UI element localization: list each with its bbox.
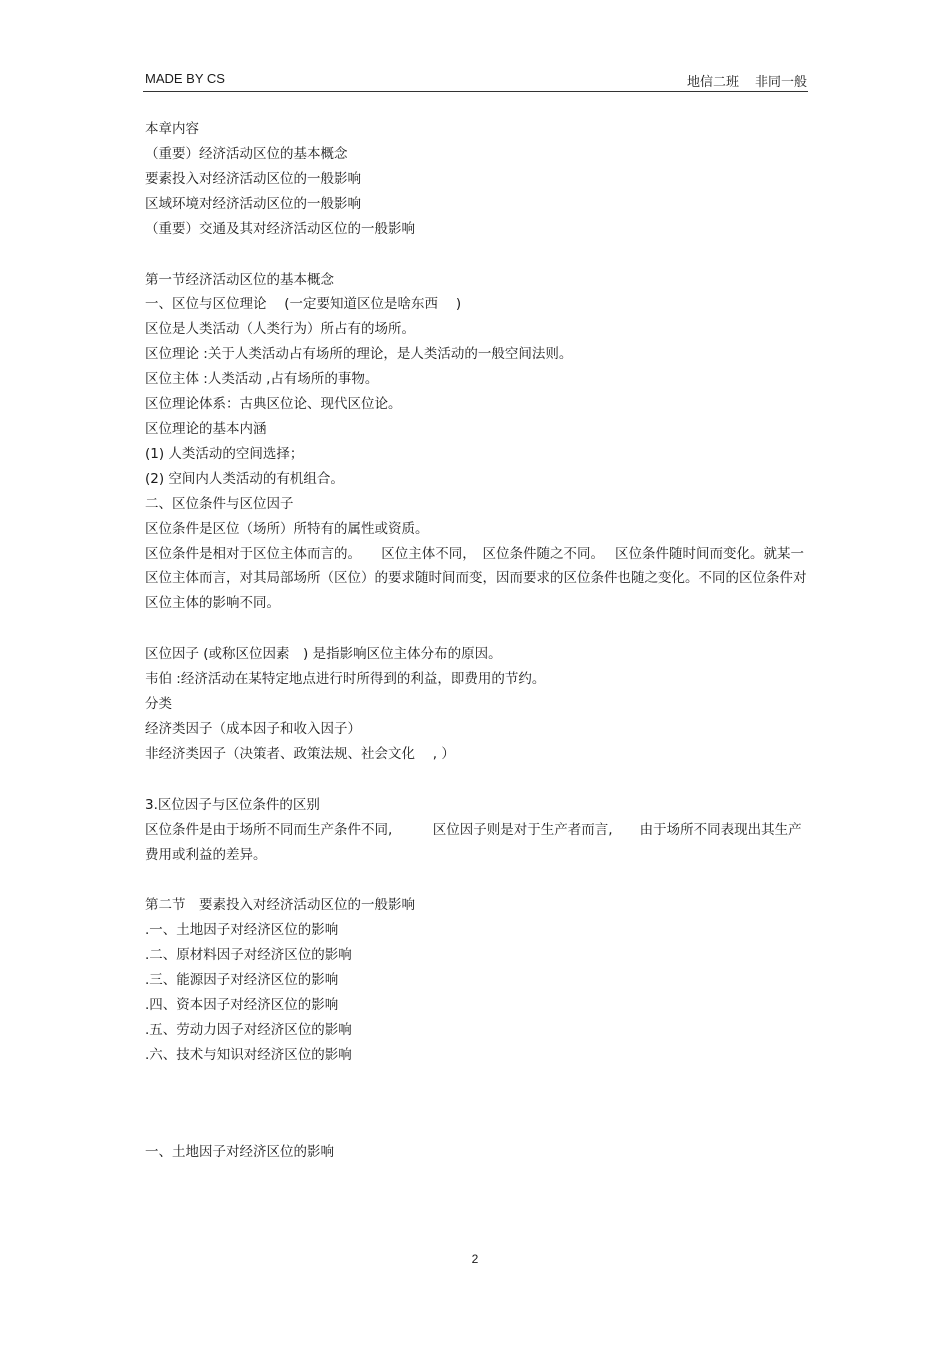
section2-item: .五、劳动力因子对经济区位的影响 <box>145 1022 352 1038</box>
section1-sub1-title: 一、区位与区位理论 (一定要知道区位是啥东西 ) <box>145 296 462 313</box>
contents-heading: 本章内容 <box>145 121 199 137</box>
section2-item: .六、技术与知识对经济区位的影响 <box>145 1046 352 1063</box>
section1-sub2-paragraph: 区位条件是相对于区位主体而言的。 区位主体不同， 区位条件随之不同。 区位条件随时间而变化。就某一区位主体而言，对其局部场所（区位）的要求随时间而变，因而要求的区位条件也随之变化。不同的区位条件对区位主体的影响不同。 <box>145 545 807 612</box>
section1-line: (2) 空间内人类活动的有机组合。 <box>145 470 344 487</box>
contents-item: （重要）经济活动区位的基本概念 <box>145 145 348 162</box>
header-class-motto <box>687 71 807 90</box>
section1-line: (1) 人类活动的空间选择； <box>145 445 304 462</box>
section1-sub2-title: 二、区位条件与区位因子 <box>145 495 294 512</box>
section1-line: 区位理论的基本内涵 <box>145 420 267 437</box>
spacer <box>145 867 810 893</box>
section1-line: 区位是人类活动（人类行为）所占有的场所。 <box>145 321 415 338</box>
section2-subheading: 一、土地因子对经济区位的影响 <box>145 1143 334 1160</box>
header-author: MADE BY CS <box>145 71 225 86</box>
factor-line: 非经济类因子（决策者、政策法规、社会文化 , ） <box>145 745 455 762</box>
header-class: 地信二班 <box>686 74 739 89</box>
contents-item: 区域环境对经济活动区位的一般影响 <box>145 195 361 212</box>
section2-item: .一、土地因子对经济区位的影响 <box>145 922 339 939</box>
factor-line: 经济类因子（成本因子和收入因子） <box>145 720 361 737</box>
section2-item: .二、原材料因子对经济区位的影响 <box>145 947 352 964</box>
contents-item: 要素投入对经济活动区位的一般影响 <box>145 170 361 187</box>
spacer <box>145 1068 810 1140</box>
section1-line: 区位主体 :人类活动 ,占有场所的事物。 <box>145 371 379 388</box>
factor-line: 区位因子 (或称区位因素 ) 是指影响区位主体分布的原因。 <box>145 646 502 663</box>
spacer <box>145 616 810 642</box>
factor-line: 韦伯 :经济活动在某特定地点进行时所得到的利益，即费用的节约。 <box>145 671 546 688</box>
factor-line: 分类 <box>145 696 172 713</box>
spacer <box>145 767 810 793</box>
section2-item: .四、资本因子对经济区位的影响 <box>145 997 339 1014</box>
section2-title: 第二节 要素投入对经济活动区位的一般影响 <box>145 897 415 914</box>
contents-item: （重要）交通及其对经济活动区位的一般影响 <box>145 220 415 237</box>
section1-line: 区位理论 :关于人类活动占有场所的理论，是人类活动的一般空间法则。 <box>145 346 573 363</box>
section1-sub2-line: 区位条件是区位（场所）所特有的属性或资质。 <box>145 520 429 537</box>
header-motto: 非同一般 <box>754 74 807 89</box>
spacer <box>145 242 810 268</box>
section1-title: 第一节经济活动区位的基本概念 <box>145 271 334 288</box>
header-rule <box>143 91 808 92</box>
section1-sub3-title: 3.区位因子与区位条件的区别 <box>145 796 320 813</box>
document-body <box>145 117 810 1165</box>
section1-sub3-paragraph: 区位条件是由于场所不同而生产条件不同, 区位因子则是对于生产者而言, 由于场所不同表现出其生产费用或利益的差异。 <box>145 821 802 863</box>
section1-line: 区位理论体系：古典区位论、现代区位论。 <box>145 396 402 413</box>
section2-item: .三、能源因子对经济区位的影响 <box>145 972 339 989</box>
page-number: 2 <box>471 1252 479 1266</box>
